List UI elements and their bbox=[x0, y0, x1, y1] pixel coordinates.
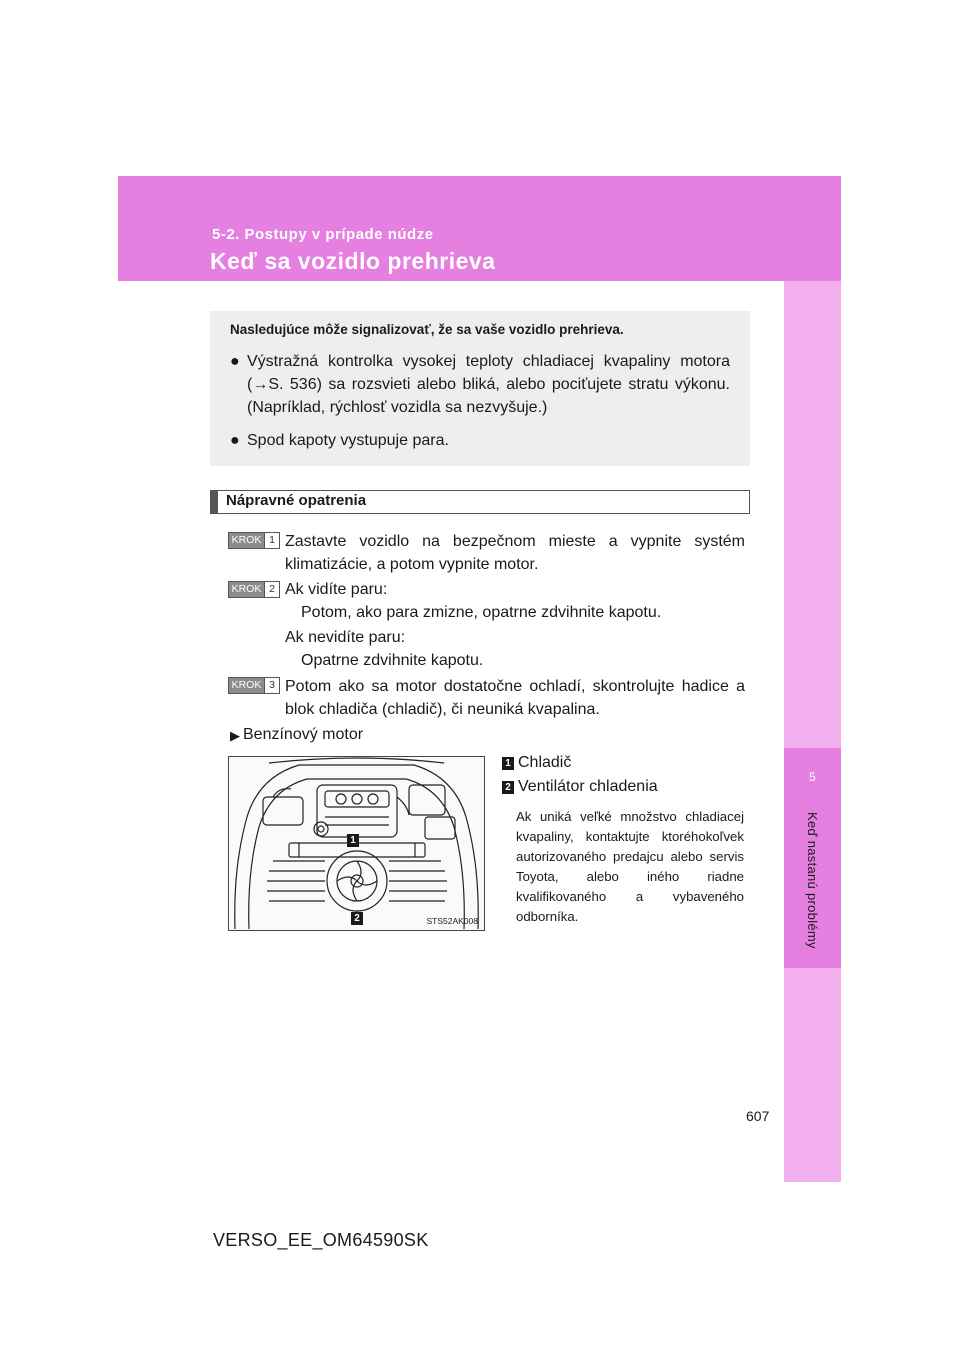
step-2-action-1: Potom, ako para zmizne, opatrne zdvihnite kapotu. bbox=[301, 604, 662, 621]
page-title: Keď sa vozidlo prehrieva bbox=[210, 248, 496, 274]
step-badge-label: KROK bbox=[231, 583, 262, 595]
step-badge-label: KROK bbox=[231, 534, 262, 546]
legend-item bbox=[502, 754, 571, 772]
side-tab bbox=[784, 281, 841, 1182]
chapter-title-text: Keď nastanú problémy bbox=[805, 812, 820, 949]
page-number: 607 bbox=[746, 1108, 770, 1124]
section-heading-accent bbox=[210, 490, 218, 514]
info-bullet bbox=[230, 429, 730, 452]
marker-2: 2 bbox=[351, 912, 363, 925]
engine-type bbox=[230, 723, 363, 747]
step-3-text: Potom ako sa motor dostatočne ochladí, skontrolujte hadice a blok chladiča (chladič), či neuniká kvapalina. bbox=[285, 678, 745, 718]
legend-label: Ventilátor chladenia bbox=[518, 778, 658, 795]
step-badge-label: KROK bbox=[231, 679, 262, 691]
engine-illustration bbox=[228, 756, 485, 931]
bullet-icon: ● bbox=[230, 432, 240, 449]
warning-note: Ak uniká veľké množstvo chladiacej kvapaliny, kontaktujte ktoréhokoľvek autorizovaného predajcu alebo servis Toyota, alebo iného riadne kvalifikovaného a vybaveného odborníka. bbox=[516, 809, 744, 924]
info-bullet-text: Výstražná kontrolka vysokej teploty chladiacej kvapaliny motora (→S. 536) sa rozsvieti alebo bliká, alebo pociťujete stratu výkonu. (Napríklad, rýchlosť vozidla sa nezvyšuje.) bbox=[247, 353, 730, 416]
info-lead: Nasledujúce môže signalizovať, že sa vaše vozidlo prehrieva. bbox=[230, 322, 624, 337]
section-label: 5-2. Postupy v prípade núdze bbox=[212, 226, 434, 243]
step-2-condition-1: Ak vidíte paru: bbox=[285, 581, 388, 598]
legend-label: Chladič bbox=[518, 754, 572, 771]
chapter-title bbox=[784, 812, 841, 972]
marker-1: 1 bbox=[347, 834, 359, 847]
legend-marker: 1 bbox=[502, 757, 514, 770]
legend-marker: 2 bbox=[502, 781, 514, 794]
info-bullet-text: Spod kapoty vystupuje para. bbox=[247, 432, 449, 449]
chapter-number: 5 bbox=[809, 770, 816, 784]
step-badge-2 bbox=[228, 581, 280, 598]
document-code: VERSO_EE_OM64590SK bbox=[213, 1230, 429, 1250]
step-2-condition-2: Ak nevidíte paru: bbox=[285, 629, 406, 646]
info-bullet bbox=[230, 350, 730, 419]
step-1-text: Zastavte vozidlo na bezpečnom mieste a vypnite systém klimatizácie, a potom vypnite motor. bbox=[285, 533, 745, 573]
step-badge-number: 3 bbox=[264, 678, 279, 693]
section-heading: Nápravné opatrenia bbox=[226, 492, 367, 509]
step-badge-1 bbox=[228, 532, 280, 549]
step-badge-number: 1 bbox=[264, 533, 279, 548]
step-badge-number: 2 bbox=[264, 582, 279, 597]
bullet-icon: ● bbox=[230, 353, 240, 370]
legend-item bbox=[502, 778, 658, 796]
figure-code: STS52AK008 bbox=[426, 916, 478, 926]
arrow-right-icon: ▶ bbox=[230, 728, 240, 743]
engine-type-label: Benzínový motor bbox=[243, 726, 364, 743]
step-2-action-2: Opatrne zdvihnite kapotu. bbox=[301, 652, 484, 669]
step-badge-3 bbox=[228, 677, 280, 694]
